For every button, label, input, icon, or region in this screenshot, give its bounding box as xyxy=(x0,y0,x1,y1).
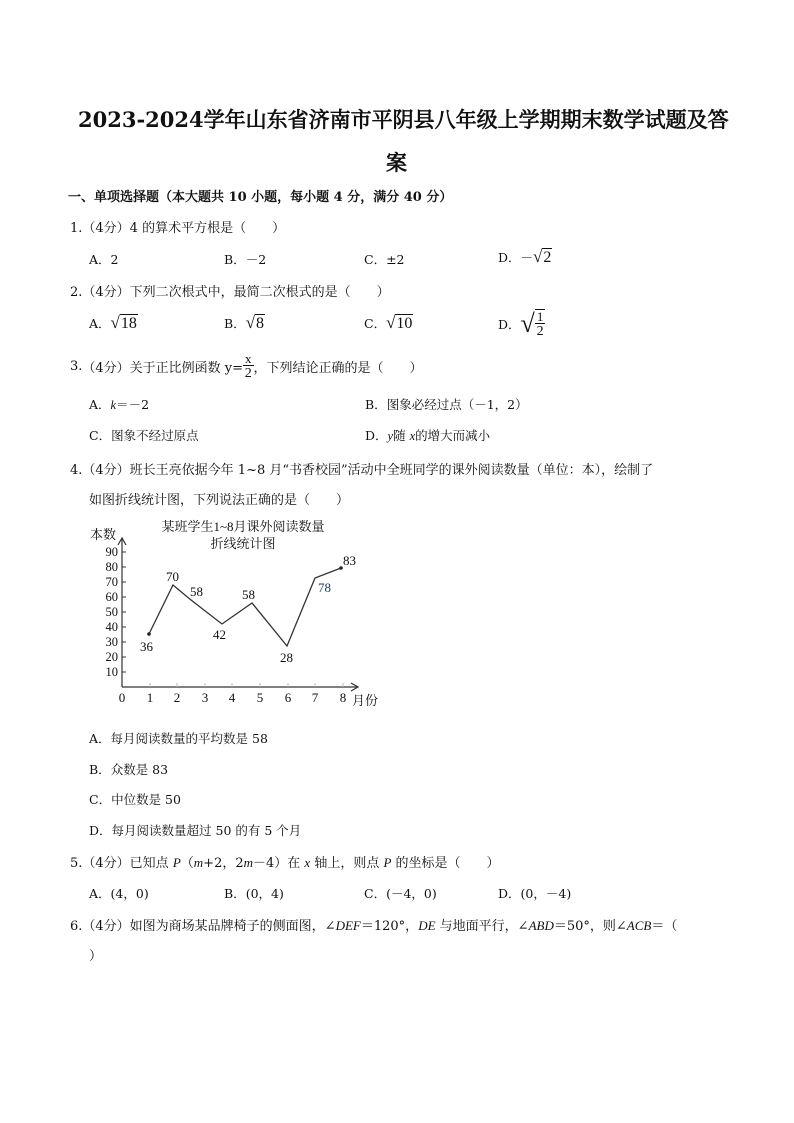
q2-option-c[interactable] xyxy=(364,313,413,333)
svg-text:30: 30 xyxy=(105,635,118,649)
option-text: 中位数是 50 xyxy=(111,792,181,807)
variable-p: P xyxy=(383,855,392,870)
angle-abd: ABD xyxy=(528,918,554,933)
q1-option-d[interactable] xyxy=(498,247,552,267)
option-label: A． xyxy=(89,252,111,267)
chart-subtitle: 折线统计图 xyxy=(210,536,276,551)
q5-option-d[interactable] xyxy=(498,884,571,902)
option-text: －2 xyxy=(245,252,267,267)
question-number: 4. xyxy=(70,463,83,478)
q3-option-b[interactable] xyxy=(365,395,528,413)
x-tick-labels xyxy=(119,690,347,705)
angle-def: DEF xyxy=(335,918,361,933)
svg-text:5: 5 xyxy=(256,690,264,705)
q4-option-a[interactable] xyxy=(89,729,268,747)
svg-text:58: 58 xyxy=(190,584,203,599)
segment-de: DE xyxy=(418,918,436,933)
document-title-line2: 案 xyxy=(386,150,407,175)
option-label: B． xyxy=(224,252,246,267)
question-2 xyxy=(70,281,390,300)
q3-option-c[interactable] xyxy=(89,426,199,444)
option-text: (－4，0) xyxy=(386,886,437,901)
option-text: 随 xyxy=(393,428,406,443)
variable-x: x xyxy=(409,429,416,443)
q2-option-b[interactable] xyxy=(224,313,265,333)
question-6-line2: ） xyxy=(89,949,103,964)
option-label: D． xyxy=(498,886,521,901)
variable-m: m xyxy=(243,855,253,870)
svg-text:10: 10 xyxy=(105,665,118,679)
sqrt-expression: √10 xyxy=(386,313,413,332)
question-stem: （4分）班长王亮依据今年 1~8 月“书香校园”活动中全班同学的课外阅读数量（单位：本），绘制了 xyxy=(82,463,654,478)
svg-text:3: 3 xyxy=(201,690,209,705)
document-title-line1: 2023-2024学年山东省济南市平阴县八年级上学期期末数学试题及答 xyxy=(78,107,729,132)
option-label: A． xyxy=(89,316,111,331)
data-point-start xyxy=(147,632,151,636)
angle-acb: ACB xyxy=(626,918,652,933)
svg-text:78: 78 xyxy=(318,580,331,595)
section-heading: 一、单项选择题（本大题共 10 小题，每小题 4 分，满分 40 分） xyxy=(68,190,453,205)
variable-y: y xyxy=(387,429,394,443)
option-text: 的增大而减小 xyxy=(415,428,491,443)
svg-text:83: 83 xyxy=(343,553,356,568)
q3-option-d[interactable] xyxy=(365,426,490,444)
option-label: A． xyxy=(89,886,111,901)
x-axis-label: 月份 xyxy=(352,693,379,708)
option-label: B． xyxy=(365,397,387,412)
option-text: － xyxy=(520,250,534,265)
svg-text:90: 90 xyxy=(105,545,118,559)
q4-option-b[interactable] xyxy=(89,760,168,778)
q2-option-d[interactable] xyxy=(498,309,545,339)
option-text: 每月阅读数量的平均数是 58 xyxy=(110,731,268,746)
option-label: C． xyxy=(89,428,112,443)
svg-text:8: 8 xyxy=(339,690,347,705)
option-label: B． xyxy=(224,886,246,901)
option-label: C． xyxy=(364,316,387,331)
option-label: D． xyxy=(498,250,521,265)
variable-m: m xyxy=(193,855,204,870)
svg-text:70: 70 xyxy=(105,575,118,589)
question-number: 1. xyxy=(70,221,83,236)
question-5: 5.（4分）已知点 P（m+2，2m－4）在 x 轴上，则点 P 的坐标是（ ） xyxy=(70,855,500,871)
question-stem: （4分）下列二次根式中，最简二次根式的是（ ） xyxy=(82,285,390,300)
q4-option-d[interactable] xyxy=(89,821,301,839)
option-label: C． xyxy=(89,792,112,807)
option-label: D． xyxy=(89,823,112,838)
fraction-x-over-2: $\frac{x}{2}$ xyxy=(244,351,252,381)
option-label: A． xyxy=(89,397,111,412)
svg-text:0: 0 xyxy=(118,690,126,705)
option-text: (0，4) xyxy=(245,886,284,901)
q2-option-a[interactable] xyxy=(89,313,138,333)
svg-text:80: 80 xyxy=(105,560,118,574)
question-stem: （4分）4 的算术平方根是（ ） xyxy=(82,221,286,236)
option-text: 图象必经过点（－1，2） xyxy=(386,397,528,412)
option-label: C． xyxy=(364,886,387,901)
option-label: C． xyxy=(364,252,387,267)
svg-text:1: 1 xyxy=(146,690,154,705)
q1-option-b[interactable] xyxy=(224,250,266,268)
svg-text:36: 36 xyxy=(140,639,153,654)
svg-text:4: 4 xyxy=(228,690,236,705)
sqrt-expression: √8 xyxy=(245,313,265,332)
option-label: B． xyxy=(89,762,111,777)
svg-text:7: 7 xyxy=(311,690,319,705)
question-4-line2: 如图折线统计图，下列说法正确的是（ ） xyxy=(89,493,350,508)
svg-text:70: 70 xyxy=(166,569,179,584)
variable-p: P xyxy=(172,855,181,870)
option-text: 每月阅读数量超过 50 的有 5 个月 xyxy=(111,823,302,838)
q3-option-a[interactable] xyxy=(89,395,149,413)
sqrt-expression: √18 xyxy=(110,313,137,332)
sqrt-fraction-expression: √ $\frac{1}{2}$ xyxy=(520,309,544,339)
y-axis-label: 本数 xyxy=(90,527,117,542)
q4-option-c[interactable] xyxy=(89,790,181,808)
svg-text:50: 50 xyxy=(105,605,118,619)
option-text: (4，0) xyxy=(110,886,149,901)
y-tick-labels xyxy=(106,545,119,679)
svg-text:58: 58 xyxy=(242,587,255,602)
variable-x: x xyxy=(304,855,311,870)
q1-option-c[interactable] xyxy=(364,250,405,268)
svg-text:60: 60 xyxy=(105,590,118,604)
svg-text:2: 2 xyxy=(173,690,181,705)
option-label: D． xyxy=(365,428,388,443)
option-text: ＝－2 xyxy=(116,397,150,412)
question-stem-end: ，下列结论正确的是（ ） xyxy=(253,361,423,376)
q1-option-a[interactable] xyxy=(89,250,118,268)
q5-option-b[interactable] xyxy=(224,884,284,902)
option-text: 众数是 83 xyxy=(110,762,169,777)
line-chart-svg xyxy=(80,515,400,715)
option-text: (0，－4) xyxy=(520,886,572,901)
option-label: A． xyxy=(89,731,111,746)
data-point-labels xyxy=(140,553,356,665)
svg-text:40: 40 xyxy=(105,620,118,634)
svg-text:6: 6 xyxy=(284,690,292,705)
q5-option-c[interactable] xyxy=(364,884,437,902)
chart-title: 某班学生1~8月课外阅读数量 xyxy=(161,519,325,534)
question-number: 5. xyxy=(70,856,83,871)
option-label: D． xyxy=(498,317,521,333)
q5-option-a[interactable] xyxy=(89,884,149,902)
option-text: 图象不经过原点 xyxy=(111,428,199,443)
variable-k: k xyxy=(110,398,117,412)
question-3 xyxy=(70,352,423,381)
question-6: 6.（4分）如图为商场某品牌椅子的侧面图，∠DEF＝120°，DE 与地面平行，∠ABD＝50°，则∠ACB＝（ xyxy=(70,918,678,934)
sqrt-expression: √2 xyxy=(533,247,552,266)
question-4 xyxy=(70,459,653,478)
option-text: ±2 xyxy=(386,252,405,267)
question-1 xyxy=(70,217,285,236)
option-text: 2 xyxy=(110,252,119,267)
svg-text:20: 20 xyxy=(105,650,118,664)
question-number: 6. xyxy=(70,919,83,934)
reading-line-chart xyxy=(80,515,400,715)
svg-text:28: 28 xyxy=(280,650,293,665)
question-stem: （4分）关于正比例函数 y= xyxy=(82,361,244,376)
question-number: 3. xyxy=(70,359,83,374)
svg-text:42: 42 xyxy=(213,627,226,642)
option-label: B． xyxy=(224,316,246,331)
question-number: 2. xyxy=(70,285,83,300)
